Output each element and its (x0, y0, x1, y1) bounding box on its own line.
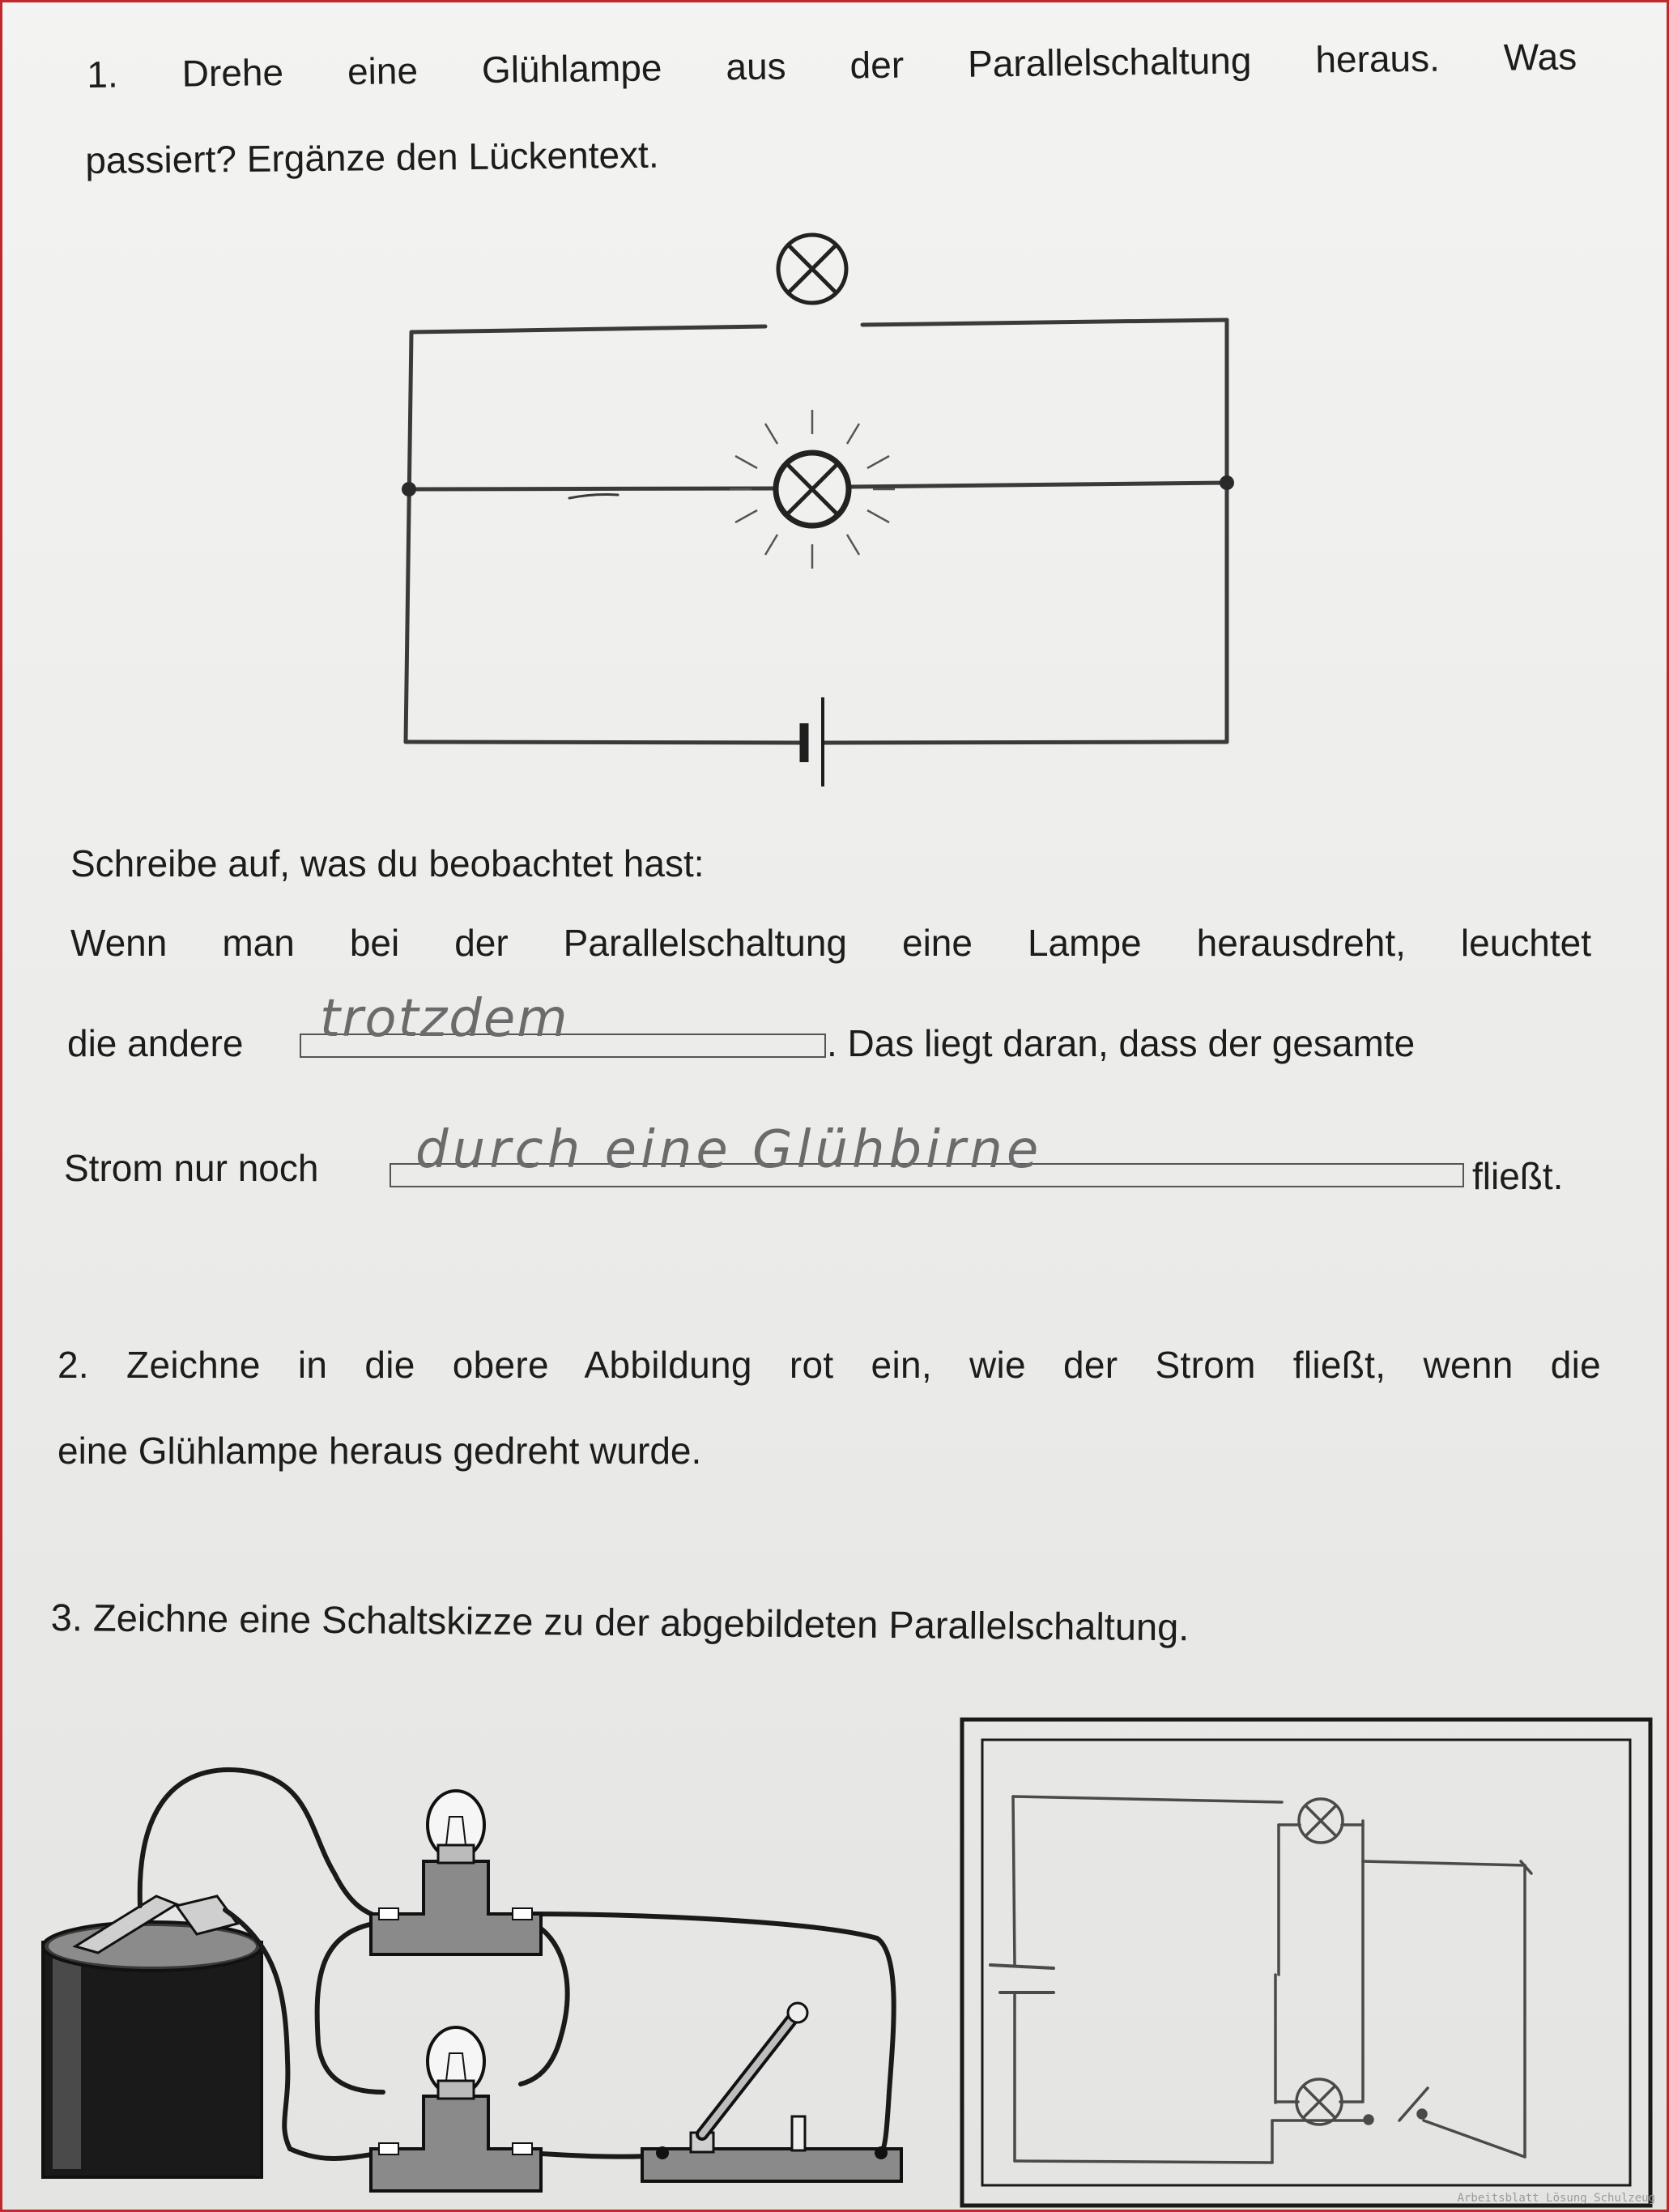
task1-number: 1. (87, 53, 119, 96)
task1-word: eine (347, 49, 419, 93)
task1-line2: passiert? Ergänze den Lückentext. (85, 133, 659, 181)
task2-line1: 2. Zeichne in die obere Abbildung rot ein, wie der Strom fließt, wenn die (57, 1344, 1601, 1386)
wire-top-left (411, 326, 765, 332)
switch-component (642, 2003, 901, 2181)
observe-sentence3-end: fließt. (1472, 1155, 1564, 1197)
lamp-holder-bottom (371, 2027, 541, 2191)
physical-circuit-illustration (2, 1711, 942, 2197)
task1-word: Parallelschaltung (967, 39, 1252, 85)
sketch-frame-outer (962, 1720, 1650, 2206)
handwritten-answer-2: durch eine Glühbirne (415, 1120, 1043, 1180)
removed-lamp-icon (778, 235, 846, 303)
wire-bottom-left (406, 742, 803, 743)
wire-middle-right (850, 483, 1227, 487)
lamp-holder-top (371, 1791, 541, 1954)
observe-sentence1-text: Wenn man bei der Parallelschaltung eine Lampe herausdreht, leuchtet (70, 922, 1591, 964)
footer-credit: Arbeitsblatt Lösung Schulzeug (1457, 2192, 1655, 2205)
observe-label: Schreibe auf, was du beobachtet hast: (70, 842, 705, 884)
battery-symbol (804, 697, 823, 786)
sketch-lamp-icon (1299, 1799, 1343, 1843)
wire-left (406, 332, 411, 742)
handwritten-answer-1: trotzdem (320, 989, 569, 1049)
task1-word: Drehe (181, 51, 284, 95)
observe-sentence1 (70, 921, 1591, 965)
task1-word: Glühlampe (481, 46, 662, 92)
parallel-circuit-diagram (2, 2, 1669, 812)
junction-dot (1220, 475, 1234, 490)
task2-line2: eine Glühlampe heraus gedreht wurde. (57, 1430, 702, 1472)
task1-word: aus (726, 45, 786, 88)
wire-middle-left (409, 488, 773, 489)
task1-word: heraus. (1315, 36, 1441, 81)
observe-sentence3-start: Strom nur noch (64, 1147, 319, 1189)
task3-line1: 3. Zeichne eine Schaltskizze zu der abgebildeten Parallelschaltung. (50, 1596, 1190, 1649)
junction-dot (402, 482, 416, 497)
wire-top-right (862, 320, 1227, 325)
wire-bottom-right (824, 742, 1227, 743)
sketch-lamp-icon (1296, 2079, 1342, 2125)
task1-word: der (849, 43, 905, 87)
task1-word: Was (1503, 35, 1577, 79)
observe-sentence2-end: . Das liegt daran, dass der gesamte (827, 1022, 1416, 1064)
battery-cylinder (43, 1896, 262, 2177)
schematic-sketch-box (958, 1707, 1669, 2210)
observe-sentence2-start: die andere (67, 1022, 244, 1064)
